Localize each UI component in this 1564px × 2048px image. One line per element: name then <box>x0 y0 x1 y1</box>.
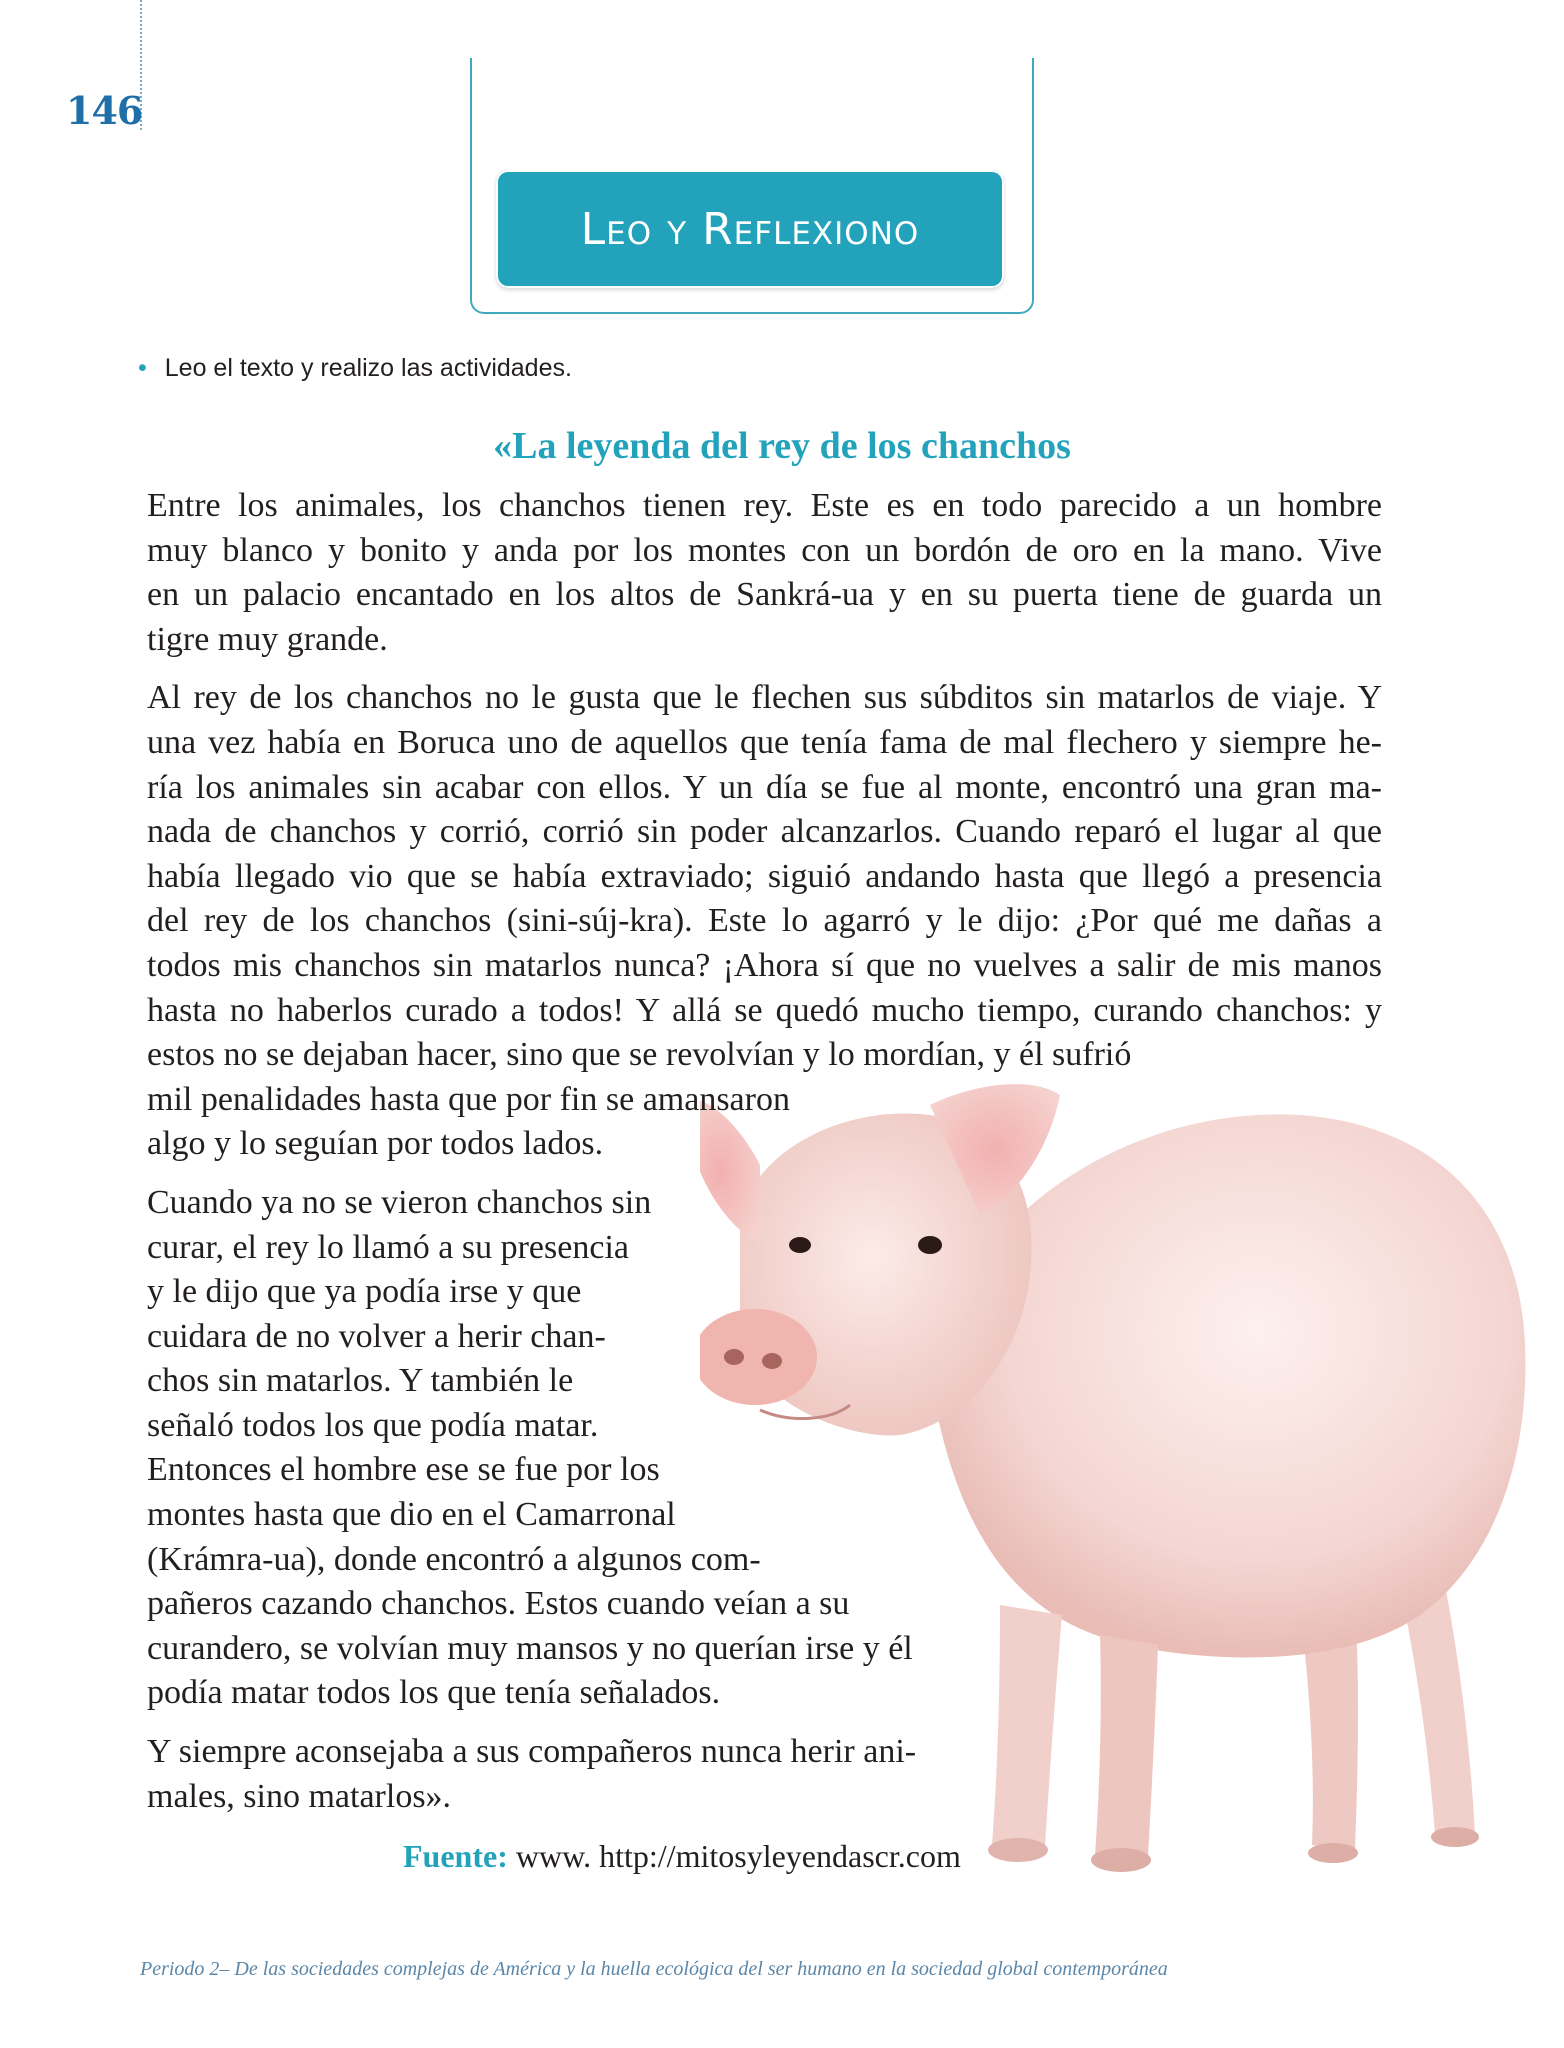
text-line: cuidara de no volver a herir chan- <box>147 1317 606 1355</box>
text-line: en un palacio encantado en los altos de Sankrá-ua y en su puerta tiene de guarda un <box>147 576 1382 614</box>
text-line: curar, el rey lo llamó a su presencia <box>147 1228 629 1266</box>
text-line: una vez había en Boruca uno de aquellos que tenía fama de mal flechero y siempre he- <box>147 723 1382 761</box>
source-link: www. http://mitosyleyendascr.com <box>515 1838 961 1874</box>
source-citation <box>403 1838 961 1875</box>
page-number: 146 <box>66 88 143 133</box>
text-line: Entonces el hombre ese se fue por los <box>147 1451 660 1489</box>
source-label: Fuente: <box>403 1838 508 1874</box>
text-line: podía matar todos los que tenía señalados. <box>147 1674 721 1712</box>
page-footer: Periodo 2– De las sociedades complejas de América y la huella ecológica del ser humano en la sociedad global contemporánea <box>140 1958 1168 1980</box>
instruction <box>138 354 572 383</box>
text-line: mil penalidades hasta que por fin se amansaron <box>147 1080 790 1118</box>
paragraph-4 <box>147 1730 1382 1819</box>
section-header <box>496 170 1004 288</box>
text-line: señaló todos los que podía matar. <box>147 1406 599 1444</box>
text-line: muy blanco y bonito y anda por los montes con un bordón de oro en la mano. Vive <box>147 531 1382 569</box>
paragraph-1 <box>147 484 1382 662</box>
story-body <box>147 484 1382 1833</box>
text-line: algo y lo seguían por todos lados. <box>147 1125 604 1163</box>
text-line: Entre los animales, los chanchos tienen rey. Este es en todo parecido a un hombre <box>147 487 1382 524</box>
text-line: estos no se dejaban hacer, sino que se revolvían y lo mordían, y él sufrió <box>147 1036 1132 1074</box>
text-line: había llegado vio que se había extraviado; siguió andando hasta que llegó a presencia <box>147 857 1382 895</box>
text-line: curandero, se volvían muy mansos y no querían irse y él <box>147 1629 913 1667</box>
paragraph-2 <box>147 676 1382 1167</box>
text-line: Y siempre aconsejaba a sus compañeros nunca herir ani- <box>147 1733 917 1771</box>
text-line: males, sino matarlos». <box>147 1777 452 1815</box>
text-line: Cuando ya no se vieron chanchos sin <box>147 1183 652 1221</box>
text-line: ría los animales sin acabar con ellos. Y un día se fue al monte, encontró una gran ma- <box>147 768 1382 806</box>
text-line: tigre muy grande. <box>147 620 388 658</box>
section-title: Leo y Reflexiono <box>580 203 920 255</box>
text-line: pañeros cazando chanchos. Estos cuando veían a su <box>147 1585 850 1623</box>
text-line: Al rey de los chanchos no le gusta que le flechen sus súbditos sin matarlos de viaje. Y <box>147 679 1382 717</box>
text-line: chos sin matarlos. Y también le <box>147 1362 574 1400</box>
text-line: y le dijo que ya podía irse y que <box>147 1273 582 1311</box>
text-line: montes hasta que dio en el Camarronal <box>147 1496 676 1534</box>
paragraph-3 <box>147 1181 1382 1716</box>
text-line: (Krámra-ua), donde encontró a algunos com- <box>147 1540 761 1578</box>
text-line: hasta no haberlos curado a todos! Y allá se quedó mucho tiempo, curando chanchos: y <box>147 991 1382 1029</box>
instruction-text: Leo el texto y realizo las actividades. <box>164 354 572 382</box>
text-line: nada de chanchos y corrió, corrió sin poder alcanzarlos. Cuando reparó el lugar al que <box>147 813 1382 851</box>
text-line: todos mis chanchos sin matarlos nunca? ¡Ahora sí que no vuelves a salir de mis manos <box>147 946 1382 984</box>
story-title: «La leyenda del rey de los chanchos <box>493 425 1071 467</box>
text-line: del rey de los chanchos (sini-súj-kra). Este lo agarró y le dijo: ¿Por qué me dañas a <box>147 902 1382 940</box>
bullet-icon: • <box>138 354 147 382</box>
